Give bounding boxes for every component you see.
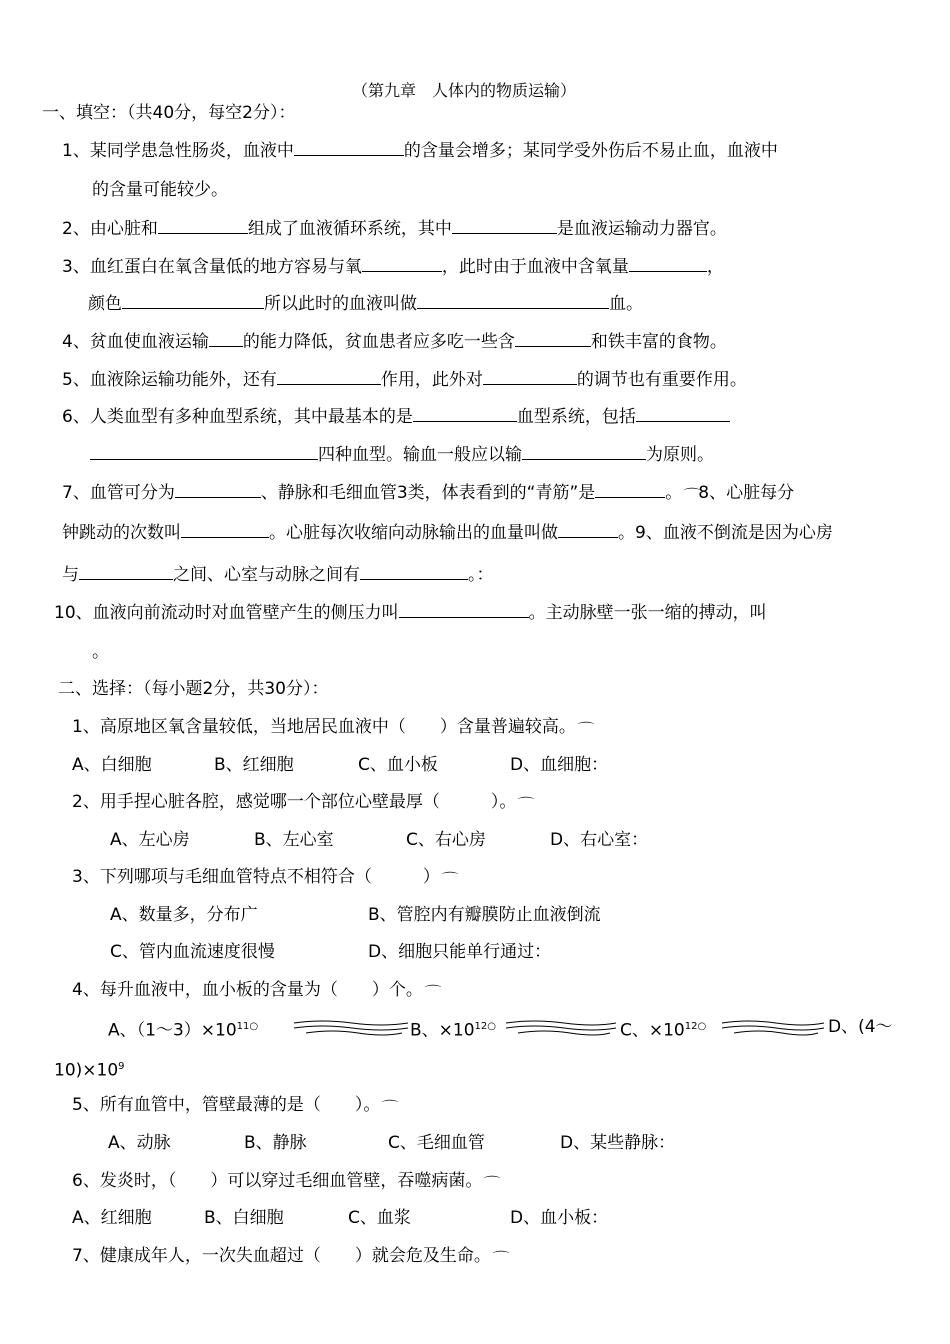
option-d[interactable]: D、细胞只能单行通过：: [368, 942, 552, 962]
option-a[interactable]: A、左心房: [110, 830, 190, 850]
option-b[interactable]: B、白细胞: [204, 1208, 284, 1228]
option-a[interactable]: A、数量多，分布广: [110, 905, 258, 925]
question-1-3-cont: 颜色 所以此时的血液叫做 血。: [88, 294, 643, 314]
option-d[interactable]: D、血小板：: [510, 1208, 609, 1228]
question-2-4-options-cont: $10)\times 10^9$: [54, 1060, 125, 1081]
question-2-6: 6、发炎时，（ ）可以穿过毛细血管壁，吞噬病菌。 ⌒: [72, 1171, 501, 1191]
option-a[interactable]: A、$(1\sim 3)\times 10^{11○}$: [108, 1020, 259, 1041]
option-b[interactable]: B、管腔内有瓣膜防止血液倒流: [368, 905, 601, 925]
wavy-underline: [720, 1019, 826, 1037]
question-2-1: 1、高原地区氧含量较低，当地居民血液中（ ）含量普遍较高。 ⌒: [72, 717, 595, 737]
wavy-underline: [292, 1019, 410, 1037]
question-1-8: 钟跳动的次数叫 。心脏每次收缩向动脉输出的血量叫做 。9、血液不倒流是因为心房: [62, 523, 833, 543]
option-a[interactable]: A、动脉: [108, 1133, 171, 1153]
question-1-1: 1、某同学患急性肠炎，血液中 的含量会增多；某同学受外伤后不易止血，血液中: [62, 141, 778, 161]
option-c[interactable]: C、管内血流速度很慢: [110, 942, 275, 962]
question-1-10-cont: 。: [92, 642, 109, 662]
question-1-6-cont: 四种血型。输血一般应以输 为原则。: [90, 443, 714, 466]
question-2-7: 7、健康成年人，一次失血超过（ ）就会危及生命。 ⌒: [72, 1246, 510, 1266]
question-1-4: 4、贫血使血液运输 的能力降低，贫血患者应多吃一些含 和铁丰富的食物。: [62, 332, 727, 352]
question-1-10: 10、血液向前流动时对血管壁产生的侧压力叫 。主动脉壁一张一缩的搏动，叫: [54, 603, 767, 623]
question-1-9: 与 之间、心室与动脉之间有 。：: [62, 565, 494, 585]
question-1-2: 2、由心脏和 组成了血液循环系统，其中 是血液运输动力器官。: [62, 219, 727, 239]
option-b[interactable]: B、红细胞: [214, 755, 294, 775]
section-1-heading: 一、填空：（共40分，每空2分）：: [42, 103, 296, 123]
question-1-5: 5、血液除运输功能外，还有 作用，此外对 的调节也有重要作用。: [62, 370, 747, 390]
option-b[interactable]: B、静脉: [244, 1133, 307, 1153]
option-c[interactable]: C、右心房: [406, 830, 486, 850]
option-a[interactable]: A、红细胞: [72, 1208, 152, 1228]
option-c[interactable]: C、毛细血管: [388, 1133, 485, 1153]
option-a[interactable]: A、白细胞: [72, 755, 152, 775]
question-2-2: 2、用手捏心脏各腔，感觉哪一个部位心壁最厚（ ）。 ⌒: [72, 792, 535, 812]
chapter-title: （第九章 人体内的物质运输）: [352, 81, 577, 100]
question-1-1-cont: 的含量可能较少。: [92, 180, 228, 200]
option-d[interactable]: D、(4～: [828, 1017, 893, 1037]
option-c[interactable]: C、血小板: [358, 755, 438, 775]
question-1-3: 3、血红蛋白在氧含量低的地方容易与氧 ，此时由于血液中含氧量 ，: [62, 257, 724, 277]
question-1-6: 6、人类血型有多种血型系统，其中最基本的是 血型系统，包括: [62, 405, 730, 428]
option-c[interactable]: C、$\times 10^{12○}$: [620, 1020, 707, 1041]
section-2-heading: 二、选择：（每小题2分，共30分）：: [58, 679, 329, 699]
option-b[interactable]: B、$\times 10^{12○}$: [410, 1020, 497, 1041]
question-2-4: 4、每升血液中，血小板的含量为（ ）个。 ⌒: [72, 980, 442, 1000]
option-b[interactable]: B、左心室: [254, 830, 334, 850]
question-1-7: 7、血管可分为 、静脉和毛细血管3类，体表看到的“青筋”是 。 ⌒8、心脏每分: [62, 483, 795, 503]
option-d[interactable]: D、右心室：: [550, 830, 649, 850]
option-c[interactable]: C、血浆: [348, 1208, 411, 1228]
question-2-5: 5、所有血管中，管壁最薄的是（ ）。 ⌒: [72, 1095, 399, 1115]
wavy-underline: [504, 1019, 618, 1037]
option-d[interactable]: D、某些静脉：: [560, 1133, 676, 1153]
question-2-3: 3、下列哪项与毛细血管特点不相符合（ ） ⌒: [72, 867, 459, 887]
option-d[interactable]: D、血细胞：: [510, 755, 609, 775]
